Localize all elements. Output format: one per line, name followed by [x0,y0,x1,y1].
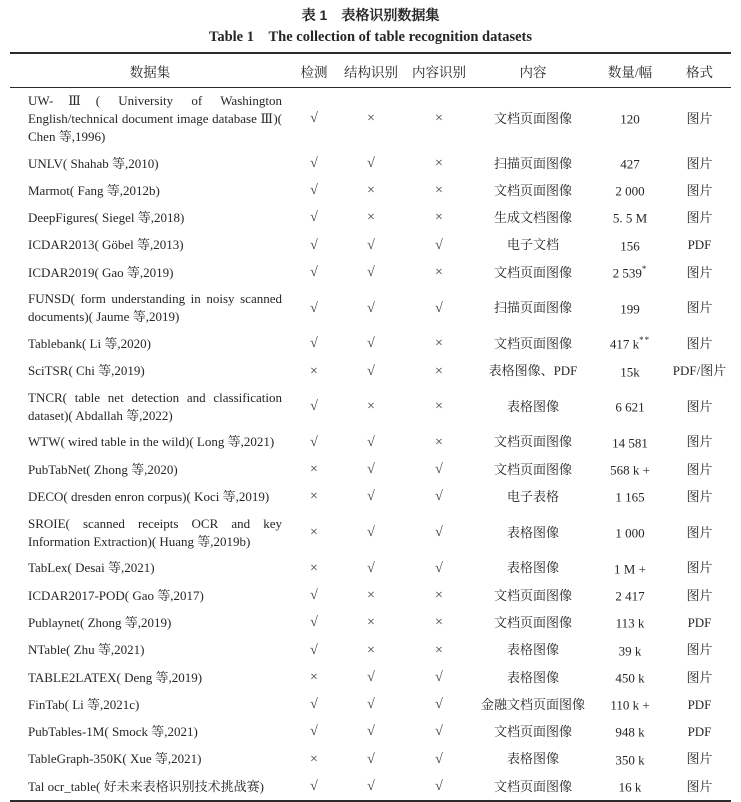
structure-recognition-flag-cell: √ [367,669,375,685]
format-cell: 图片 [686,155,713,171]
quantity-value: 1 M + [614,560,646,576]
table-row [10,286,731,330]
detection-flag-cell: √ [310,111,318,127]
dataset-name-cell: SciTSR( Chi 等,2019) [28,363,145,379]
detection-flag-cell: √ [310,300,318,316]
content-recognition-flag-cell: × [435,642,443,658]
quantity-value: 2 417 [615,588,645,604]
col-header-content-recognition: 内容识别 [412,65,466,80]
detection-flag-cell: √ [310,210,318,226]
dataset-name-cell: UNLV( Shahab 等,2010) [28,155,159,171]
content-recognition-flag-cell: × [435,587,443,603]
structure-recognition-flag-cell: × [367,642,375,658]
content-type-cell: 表格图像 [506,642,559,658]
format-cell: 图片 [686,398,713,414]
content-recognition-flag-cell: × [435,155,443,171]
quantity-cell [592,232,668,259]
dataset-name-cell: PubTabNet( Zhong 等,2020) [28,461,178,477]
structure-recognition-flag-cell: √ [367,560,375,576]
table-row [10,483,731,510]
quantity-cell [592,718,668,745]
table-row [10,582,731,609]
quantity-value: 417 k [609,336,640,352]
detection-flag-cell: √ [310,237,318,253]
structure-recognition-flag-cell: √ [367,265,375,281]
content-recognition-flag-cell: × [435,363,443,379]
quantity-value: 1 000 [615,525,645,541]
quantity-cell [592,358,668,385]
table-header [10,53,731,88]
quantity-value: 5. 5 M [612,210,648,226]
structure-recognition-flag-cell: √ [367,363,375,379]
content-recognition-flag-cell: √ [435,524,443,540]
quantity-cell [592,483,668,510]
dataset-name-cell: TNCR( table net detection and classification dataset)( Abdallah 等,2022) [28,389,282,423]
table-caption [0,0,741,49]
table-caption-zh: 表 1 表格识别数据集 [301,7,440,23]
quantity-superscript: ** [639,335,651,346]
table-row [10,177,731,204]
quantity-value: 2 000 [615,183,645,199]
table-row [10,773,731,801]
quantity-value: 39 k [618,642,642,658]
dataset-name-cell: WTW( wired table in the wild)( Long 等,2021) [28,434,275,450]
format-cell: 图片 [686,210,713,226]
content-type-cell: 文档页面图像 [493,778,572,794]
content-type-cell: 表格图像 [506,669,559,685]
content-type-cell: 文档页面图像 [493,587,572,603]
dataset-name-cell: ICDAR2019( Gao 等,2019) [28,264,174,280]
table-row [10,204,731,231]
quantity-cell [592,555,668,582]
format-cell: 图片 [686,335,713,351]
quantity-cell [592,609,668,636]
detection-flag-cell: √ [310,155,318,171]
detection-flag-cell: √ [310,615,318,631]
dataset-name-cell: DeepFigures( Siegel 等,2018) [28,210,185,226]
structure-recognition-flag-cell: √ [367,489,375,505]
structure-recognition-flag-cell: √ [367,462,375,478]
structure-recognition-flag-cell: × [367,587,375,603]
content-recognition-flag-cell: √ [435,462,443,478]
quantity-value: 427 [620,156,640,172]
dataset-name-cell: FUNSD( form understanding in noisy scanned documents)( Jaume 等,2019) [28,291,282,325]
dataset-name-cell: TABLE2LATEX( Deng 等,2019) [28,669,203,685]
table-row [10,150,731,177]
content-type-cell: 文档页面图像 [493,724,572,740]
quantity-value: 1 165 [615,489,645,505]
detection-flag-cell: √ [310,642,318,658]
table-row [10,609,731,636]
dataset-name-cell: ICDAR2017-POD( Gao 等,2017) [28,587,204,603]
content-type-cell: 表格图像 [506,560,559,576]
col-header-content: 内容 [519,65,547,80]
detection-flag-cell: × [310,363,318,379]
content-type-cell: 文档页面图像 [493,110,572,126]
content-recognition-flag-cell: × [435,210,443,226]
table-row [10,259,731,286]
table-row [10,330,731,357]
content-recognition-flag-cell: √ [435,697,443,713]
dataset-name-cell: UW-Ⅲ( University of Washington English/technical document image database Ⅲ)( Chen 等,1996) [28,93,282,144]
detection-flag-cell: √ [310,336,318,352]
format-cell: PDF [687,237,712,253]
format-cell: 图片 [686,300,713,316]
format-cell: 图片 [686,587,713,603]
table-row [10,429,731,456]
detection-flag-cell: √ [310,779,318,795]
structure-recognition-flag-cell: √ [367,697,375,713]
table-row [10,718,731,745]
structure-recognition-flag-cell: × [367,210,375,226]
quantity-cell [592,637,668,664]
content-type-cell: 金融文档页面图像 [480,696,585,712]
format-cell: 图片 [686,461,713,477]
content-recognition-flag-cell: √ [435,300,443,316]
structure-recognition-flag-cell: √ [367,237,375,253]
format-cell: 图片 [686,751,713,767]
content-recognition-flag-cell: × [435,111,443,127]
table-row [10,358,731,385]
table-caption-en: Table 1 The collection of table recognition datasets [208,29,532,45]
col-header-format: 格式 [686,65,713,80]
content-type-cell: 表格图像 [506,398,559,414]
format-cell: 图片 [686,778,713,794]
format-cell: 图片 [686,489,713,505]
quantity-cell [592,691,668,718]
content-recognition-flag-cell: √ [435,560,443,576]
structure-recognition-flag-cell: √ [367,724,375,740]
datasets-table [10,52,731,802]
content-type-cell: 文档页面图像 [493,335,572,351]
dataset-name-cell: Marmot( Fang 等,2012b) [28,182,160,198]
dataset-name-cell: NTable( Zhu 等,2021) [28,642,145,658]
col-header-structure-recognition: 结构识别 [344,65,398,80]
quantity-value: 16 k [618,779,642,795]
col-header-detection: 检测 [300,65,328,80]
content-recognition-flag-cell: √ [435,237,443,253]
quantity-value: 199 [620,301,640,316]
dataset-name-cell: SROIE( scanned receipts OCR and key Information Extraction)( Huang 等,2019b) [28,515,282,549]
dataset-name-cell: Tablebank( Li 等,2020) [28,335,151,351]
quantity-cell [592,177,668,204]
quantity-value: 113 k [615,615,645,631]
structure-recognition-flag-cell: √ [367,336,375,352]
detection-flag-cell: × [310,669,318,685]
format-cell: 图片 [686,642,713,658]
dataset-name-cell: TabLex( Desai 等,2021) [28,560,155,576]
structure-recognition-flag-cell: √ [367,524,375,540]
quantity-cell [592,204,668,231]
detection-flag-cell: × [310,489,318,505]
quantity-cell [592,456,668,483]
content-type-cell: 文档页面图像 [493,264,572,280]
content-recognition-flag-cell: √ [435,779,443,795]
content-recognition-flag-cell: √ [435,669,443,685]
structure-recognition-flag-cell: √ [367,779,375,795]
table-row [10,456,731,483]
format-cell: 图片 [686,182,713,198]
quantity-cell [592,746,668,773]
detection-flag-cell: √ [310,587,318,603]
content-type-cell: 文档页面图像 [493,614,572,630]
table-row [10,385,731,429]
dataset-name-cell: PubTables-1M( Smock 等,2021) [28,724,198,740]
table-row [10,232,731,259]
quantity-cell [592,88,668,150]
detection-flag-cell: × [310,751,318,767]
quantity-cell [592,330,668,357]
content-recognition-flag-cell: × [435,434,443,450]
structure-recognition-flag-cell: √ [367,434,375,450]
quantity-cell [592,664,668,691]
table-row [10,511,731,555]
dataset-name-cell: FinTab( Li 等,2021c) [28,696,140,712]
quantity-value: 350 k [615,752,645,768]
format-cell: 图片 [686,524,713,540]
format-cell: PDF [687,724,712,740]
quantity-cell [592,582,668,609]
content-recognition-flag-cell: √ [435,751,443,767]
detection-flag-cell: × [310,462,318,478]
detection-flag-cell: √ [310,724,318,740]
table-row [10,664,731,691]
content-recognition-flag-cell: × [435,399,443,415]
structure-recognition-flag-cell: √ [367,155,375,171]
content-type-cell: 文档页面图像 [493,182,572,198]
format-cell: 图片 [686,560,713,576]
detection-flag-cell: √ [310,399,318,415]
content-type-cell: 文档页面图像 [493,461,572,477]
quantity-value: 568 k + [610,462,650,478]
table-row [10,555,731,582]
quantity-cell [592,286,668,330]
quantity-value: 14 581 [612,435,648,451]
detection-flag-cell: √ [310,697,318,713]
structure-recognition-flag-cell: × [367,399,375,415]
detection-flag-cell: × [310,560,318,576]
quantity-cell [592,150,668,177]
content-type-cell: 表格图像 [506,751,559,767]
quantity-value: 15k [620,363,640,379]
quantity-cell [592,385,668,429]
table-row [10,88,731,150]
format-cell: 图片 [686,434,713,450]
format-cell: 图片 [686,669,713,685]
detection-flag-cell: × [310,524,318,540]
quantity-superscript: * [641,264,648,275]
content-recognition-flag-cell: √ [435,489,443,505]
quantity-value: 2 539 [612,265,642,281]
format-cell: PDF/图片 [672,363,727,379]
quantity-value: 6 621 [615,399,645,415]
content-type-cell: 电子文档 [506,237,559,253]
header-row [10,53,731,88]
dataset-name-cell: Tal ocr_table( 好未来表格识别技术挑战赛) [28,778,264,794]
table-row [10,746,731,773]
content-type-cell: 表格图像 [506,524,559,540]
dataset-name-cell: ICDAR2013( Göbel 等,2013) [28,237,184,253]
table-row [10,691,731,718]
structure-recognition-flag-cell: × [367,111,375,127]
table-body [10,88,731,802]
content-recognition-flag-cell: × [435,183,443,199]
format-cell: 图片 [686,264,713,280]
quantity-cell [592,773,668,801]
content-type-cell: 扫描页面图像 [493,300,572,316]
content-type-cell: 表格图像、PDF [488,363,578,379]
quantity-value: 110 k + [610,697,650,713]
structure-recognition-flag-cell: × [367,183,375,199]
dataset-name-cell: DECO( dresden enron corpus)( Koci 等,2019) [28,489,270,505]
content-recognition-flag-cell: × [435,336,443,352]
content-recognition-flag-cell: √ [435,724,443,740]
content-type-cell: 电子表格 [506,489,559,505]
content-type-cell: 生成文档图像 [493,210,572,226]
format-cell: PDF [687,696,712,712]
format-cell: PDF [687,614,712,630]
content-type-cell: 扫描页面图像 [493,155,572,171]
quantity-value: 120 [620,111,640,127]
quantity-cell [592,429,668,456]
quantity-value: 948 k [615,724,645,740]
table-row [10,637,731,664]
structure-recognition-flag-cell: √ [367,300,375,316]
content-type-cell: 文档页面图像 [493,434,572,450]
content-recognition-flag-cell: × [435,615,443,631]
structure-recognition-flag-cell: √ [367,751,375,767]
quantity-value: 450 k [615,670,645,686]
quantity-value: 156 [620,238,640,254]
col-header-quantity: 数量/幅 [607,65,653,80]
structure-recognition-flag-cell: × [367,615,375,631]
detection-flag-cell: √ [310,434,318,450]
dataset-name-cell: TableGraph-350K( Xue 等,2021) [28,751,202,767]
format-cell: 图片 [686,110,713,126]
detection-flag-cell: √ [310,183,318,199]
col-header-dataset: 数据集 [129,65,171,80]
detection-flag-cell: √ [310,265,318,281]
quantity-cell [592,259,668,286]
dataset-name-cell: Publaynet( Zhong 等,2019) [28,614,172,630]
content-recognition-flag-cell: × [435,265,443,281]
quantity-cell [592,511,668,555]
